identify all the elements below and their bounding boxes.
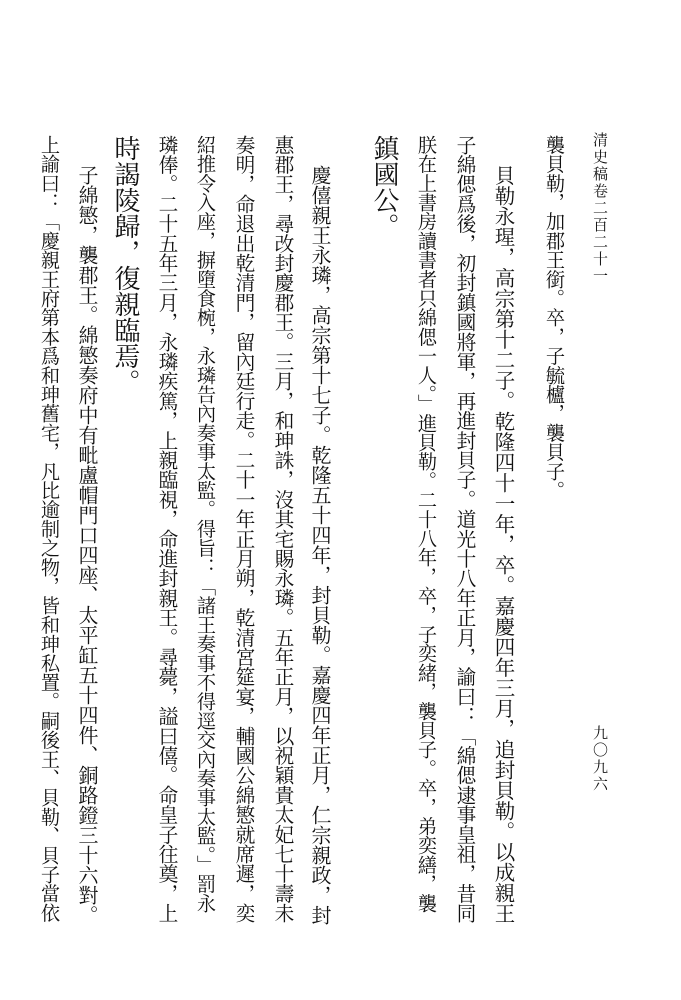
text-column-3: 子綿偲爲後，初封鎮國將軍，再進封貝子。道光十八年正月，諭曰：「綿偲逮事皇祖，昔同 bbox=[453, 135, 476, 923]
text-column-12: 子綿慜，襲郡王。綿慜奏府中有毗盧帽門口四座、太平缸五十四件、銅路鐙三十六對。 bbox=[75, 165, 99, 925]
text-column-5: 鎮國公。 bbox=[369, 135, 399, 239]
text-column-7: 惠郡王，尋改封慶郡王。三月，和珅誅，沒其宅賜永璘。五年正月，以祝穎貴太妃七十壽未 bbox=[271, 135, 294, 923]
text-column-4: 朕在上書房讀書者只綿偲一人。」進貝勒。二十八年，卒，子奕緒，襲貝子。卒，弟奕繕，襲 bbox=[415, 135, 438, 913]
text-column-10: 璘俸。二十五年三月，永璘疾篤，上親臨視，命進封親王。尋薨，謚曰僖。命皇子往奠，上 bbox=[155, 135, 178, 923]
text-column-11: 時謁陵歸，復親臨焉。 bbox=[110, 135, 140, 395]
text-column-2: 貝勒永瑆，高宗第十二子。乾隆四十一年，卒。嘉慶四年三月，追封貝勒。以成親王 bbox=[491, 165, 515, 924]
running-title: 清史稿卷二百二十一 bbox=[591, 132, 609, 285]
text-column-9: 紹推令入座，摒墮食椀，永璘告內奏事太監。得旨：「諸王奏事不得逕交內奏事太監。」罰永 bbox=[194, 135, 217, 913]
page-number: 九〇九六 bbox=[591, 725, 609, 793]
text-column-6: 慶僖親王永璘，高宗第十七子。乾隆五十四年，封貝勒。嘉慶四年正月，仁宗親政，封 bbox=[308, 165, 332, 925]
text-column-8: 奏明，命退出乾清門，留內廷行走。二十一年正月朔，乾清宮筵宴，輔國公綿慜就席遲，奕 bbox=[232, 135, 255, 923]
text-column-13: 上諭曰：「慶親王府第本爲和珅舊宅，凡比逾制之物，皆和珅私置。嗣後王、貝勒、貝子當依 bbox=[38, 135, 61, 923]
text-column-1: 襲貝勒，加郡王銜。卒，子毓櫨，襲貝子。 bbox=[543, 135, 566, 500]
